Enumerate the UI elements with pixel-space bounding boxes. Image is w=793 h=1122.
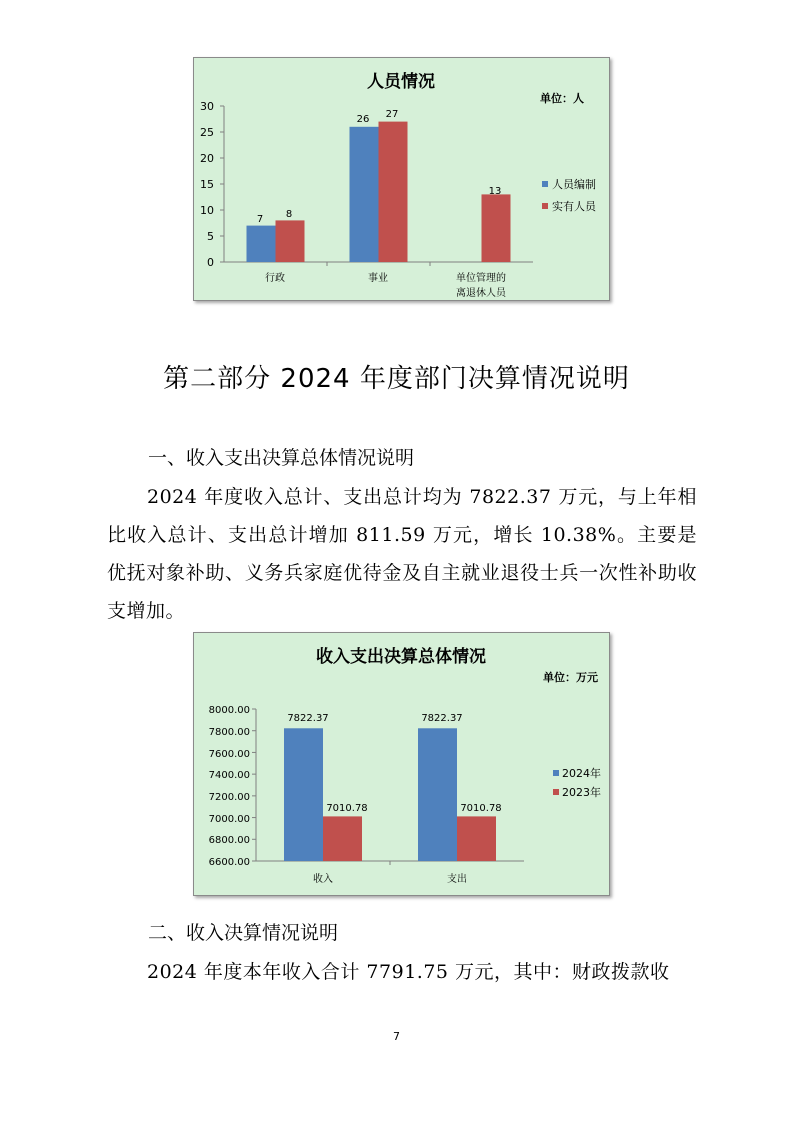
bar — [457, 816, 496, 861]
chart-title: 人员情况 — [367, 72, 435, 92]
x-tick: 单位管理的 — [456, 273, 506, 284]
data-label: 8 — [285, 209, 293, 220]
legend-swatch — [542, 203, 548, 209]
y-tick: 10 — [200, 204, 214, 217]
bars — [247, 122, 511, 262]
x-tick: 支出 — [447, 874, 467, 885]
legend-item: 2023年 — [562, 786, 601, 799]
section-title: 第二部分 2024 年度部门决算情况说明 — [163, 364, 630, 394]
data-label: 26 — [356, 114, 370, 125]
y-tick: 6800.00 — [208, 835, 250, 846]
y-tick: 7400.00 — [208, 770, 250, 781]
legend-swatch — [553, 770, 559, 776]
data-label: 7010.78 — [460, 803, 502, 814]
bar — [247, 226, 276, 262]
bar — [284, 728, 323, 861]
staff-chart — [193, 57, 610, 301]
revenue-chart-svg — [194, 633, 609, 895]
data-label: 13 — [488, 186, 502, 197]
paragraph-2: 2024 年度本年收入合计 7791.75 万元，其中：财政拨款收 — [147, 961, 670, 983]
bar — [379, 122, 408, 262]
x-tick: 事业 — [368, 273, 388, 284]
paragraph-1: 2024 年度收入总计、支出总计均为 7822.37 万元，与上年相比收入总计、支出总计增加 811.59 万元，增长 10.38%。主要是优抚对象补助、义务兵家庭优待金及自主就业退役士兵一次性补助收支增加。 — [107, 486, 697, 622]
data-label: 7 — [256, 214, 264, 225]
data-label: 7822.37 — [287, 713, 329, 724]
data-label: 7822.37 — [421, 713, 463, 724]
x-tick: 行政 — [265, 273, 285, 284]
chart-title: 收入支出决算总体情况 — [316, 647, 486, 667]
x-tick: 收入 — [313, 874, 333, 885]
legend-swatch — [553, 789, 559, 795]
data-label: 7010.78 — [326, 803, 368, 814]
bar — [482, 194, 511, 262]
heading-2: 二、收入决算情况说明 — [148, 922, 339, 944]
y-tick: 7000.00 — [208, 814, 250, 825]
y-tick: 5 — [207, 230, 214, 243]
chart-unit: 单位：人 — [540, 92, 584, 105]
bar — [418, 728, 457, 861]
revenue-chart — [193, 632, 610, 896]
bar — [350, 127, 379, 262]
bar — [323, 816, 362, 861]
legend-swatch — [542, 181, 548, 187]
x-tick: 离退休人员 — [456, 288, 506, 299]
legend-item: 人员编制 — [552, 178, 596, 191]
y-tick: 8000.00 — [208, 705, 250, 716]
bar — [276, 220, 305, 262]
legend-item: 实有人员 — [552, 200, 596, 213]
y-tick: 15 — [200, 178, 214, 191]
y-tick: 25 — [200, 126, 214, 139]
staff-chart-svg — [194, 58, 609, 300]
y-tick: 30 — [200, 100, 214, 113]
y-tick: 7800.00 — [208, 727, 250, 738]
bars — [284, 728, 496, 861]
y-tick: 0 — [207, 256, 214, 269]
y-tick: 7200.00 — [208, 792, 250, 803]
data-label: 27 — [385, 109, 399, 120]
chart-unit: 单位：万元 — [543, 671, 598, 684]
legend-item: 2024年 — [562, 767, 601, 780]
y-tick: 6600.00 — [208, 857, 250, 868]
y-tick: 7600.00 — [208, 749, 250, 760]
page-number: 7 — [393, 1030, 400, 1043]
heading-1: 一、收入支出决算总体情况说明 — [148, 447, 415, 469]
y-tick: 20 — [200, 152, 214, 165]
